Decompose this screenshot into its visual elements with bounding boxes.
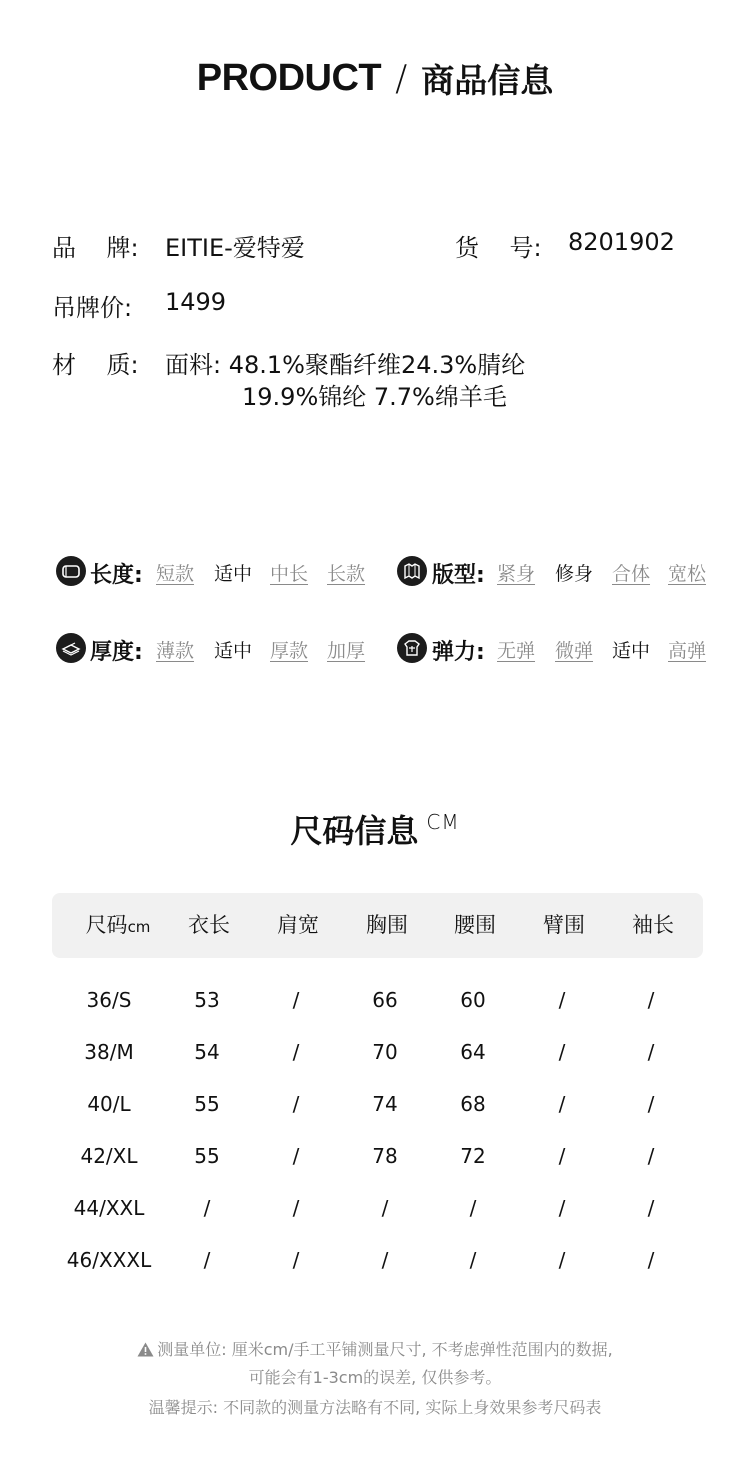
price-label: 吊牌价: <box>52 294 133 322</box>
cell-chest: 70 <box>372 1040 398 1064</box>
cell-size: 36/S <box>86 988 132 1012</box>
material-line-2: 19.9%锦纶 7.7%绵羊毛 <box>242 383 507 411</box>
thickness-icon <box>56 633 86 663</box>
cell-length: / <box>203 1248 211 1272</box>
size-section-title <box>0 806 750 852</box>
note-line-1 <box>0 1337 750 1361</box>
price-value: 1499 <box>165 288 227 316</box>
page-title-cn: 商品信息 <box>421 61 554 100</box>
sku-label: 货 号: <box>455 234 542 262</box>
length-icon <box>56 556 86 586</box>
header-cell-chest: 胸围 <box>366 913 408 937</box>
brand-label: 品 牌: <box>52 234 139 262</box>
cell-shoulder: / <box>292 1092 300 1116</box>
fit-option-tight: 紧身 <box>497 563 536 585</box>
thickness-option-extra-thick: 加厚 <box>327 640 366 662</box>
elasticity-option-medium: 适中 <box>612 640 651 662</box>
header-cell-length: 衣长 <box>188 913 230 937</box>
fit-label: 版型: <box>432 563 485 588</box>
cell-arm: / <box>558 988 566 1012</box>
cell-chest: 66 <box>372 988 398 1012</box>
cell-length: 55 <box>194 1144 220 1168</box>
cell-sleeve: / <box>647 988 655 1012</box>
cell-waist: 72 <box>460 1144 486 1168</box>
elasticity-label: 弹力: <box>432 640 485 665</box>
length-option-mid-long: 中长 <box>270 563 309 585</box>
fit-option-loose: 宽松 <box>668 563 707 585</box>
page-title-separator: / <box>395 58 408 99</box>
cell-shoulder: / <box>292 1196 300 1220</box>
cell-shoulder: / <box>292 1248 300 1272</box>
header-cell-shoulder: 肩宽 <box>277 913 319 937</box>
cell-length: 53 <box>194 988 220 1012</box>
material-label: 材 质: <box>52 351 139 379</box>
note-line-2: 可能会有1-3cm的误差, 仅供参考。 <box>248 1368 502 1387</box>
thickness-option-thin: 薄款 <box>156 640 195 662</box>
cell-waist: 68 <box>460 1092 486 1116</box>
page-title <box>0 55 750 102</box>
cell-arm: / <box>558 1040 566 1064</box>
cell-size: 40/L <box>87 1092 131 1116</box>
cell-size: 38/M <box>84 1040 134 1064</box>
cell-sleeve: / <box>647 1248 655 1272</box>
cell-waist: / <box>469 1196 477 1220</box>
thickness-option-medium: 适中 <box>214 640 253 662</box>
note-line-1-text: 测量单位: 厘米cm/手工平铺测量尺寸, 不考虑弹性范围内的数据, <box>157 1340 613 1359</box>
cell-arm: / <box>558 1248 566 1272</box>
cell-arm: / <box>558 1144 566 1168</box>
elasticity-icon <box>397 633 427 663</box>
cell-sleeve: / <box>647 1196 655 1220</box>
cell-size: 42/XL <box>80 1144 138 1168</box>
fit-option-slim: 修身 <box>555 563 594 585</box>
cell-length: / <box>203 1196 211 1220</box>
size-table-header <box>52 893 703 958</box>
header-size-unit: cm <box>127 918 151 936</box>
header-size-text: 尺码 <box>85 913 128 937</box>
cell-shoulder: / <box>292 988 300 1012</box>
sku-value: 8201902 <box>568 228 675 256</box>
cell-chest: / <box>381 1196 389 1220</box>
header-cell-arm: 臂围 <box>543 913 585 937</box>
length-option-long: 长款 <box>327 563 366 585</box>
material-line-1: 面料: 48.1%聚酯纤维24.3%腈纶 <box>165 351 526 379</box>
cell-arm: / <box>558 1196 566 1220</box>
cell-chest: / <box>381 1248 389 1272</box>
cell-size: 44/XXL <box>73 1196 145 1220</box>
warning-icon <box>137 1342 154 1361</box>
cell-arm: / <box>558 1092 566 1116</box>
length-option-medium: 适中 <box>214 563 253 585</box>
header-cell-sleeve: 袖长 <box>632 913 674 937</box>
length-option-short: 短款 <box>156 563 195 585</box>
fit-option-regular: 合体 <box>612 563 651 585</box>
header-cell-waist: 腰围 <box>454 913 496 937</box>
cell-waist: 64 <box>460 1040 486 1064</box>
cell-sleeve: / <box>647 1040 655 1064</box>
elasticity-option-high: 高弹 <box>668 640 707 662</box>
cell-size: 46/XXXL <box>66 1248 152 1272</box>
cell-waist: / <box>469 1248 477 1272</box>
cell-chest: 74 <box>372 1092 398 1116</box>
cell-waist: 60 <box>460 988 486 1012</box>
note-line-3: 温馨提示: 不同款的测量方法略有不同, 实际上身效果参考尺码表 <box>148 1398 602 1417</box>
cell-sleeve: / <box>647 1092 655 1116</box>
size-title-text: 尺码信息 <box>290 812 419 850</box>
elasticity-option-none: 无弹 <box>497 640 536 662</box>
elasticity-option-slight: 微弹 <box>555 640 594 662</box>
size-unit: CM <box>426 810 460 834</box>
cell-shoulder: / <box>292 1040 300 1064</box>
cell-shoulder: / <box>292 1144 300 1168</box>
page-title-en: PRODUCT <box>196 57 382 99</box>
cell-length: 55 <box>194 1092 220 1116</box>
cell-sleeve: / <box>647 1144 655 1168</box>
fit-icon <box>397 556 427 586</box>
cell-chest: 78 <box>372 1144 398 1168</box>
header-cell-size <box>73 893 163 958</box>
thickness-label: 厚度: <box>90 640 143 665</box>
thickness-option-thick: 厚款 <box>270 640 309 662</box>
brand-value: EITIE-爱特爱 <box>165 234 305 262</box>
length-label: 长度: <box>90 563 143 588</box>
cell-length: 54 <box>194 1040 220 1064</box>
